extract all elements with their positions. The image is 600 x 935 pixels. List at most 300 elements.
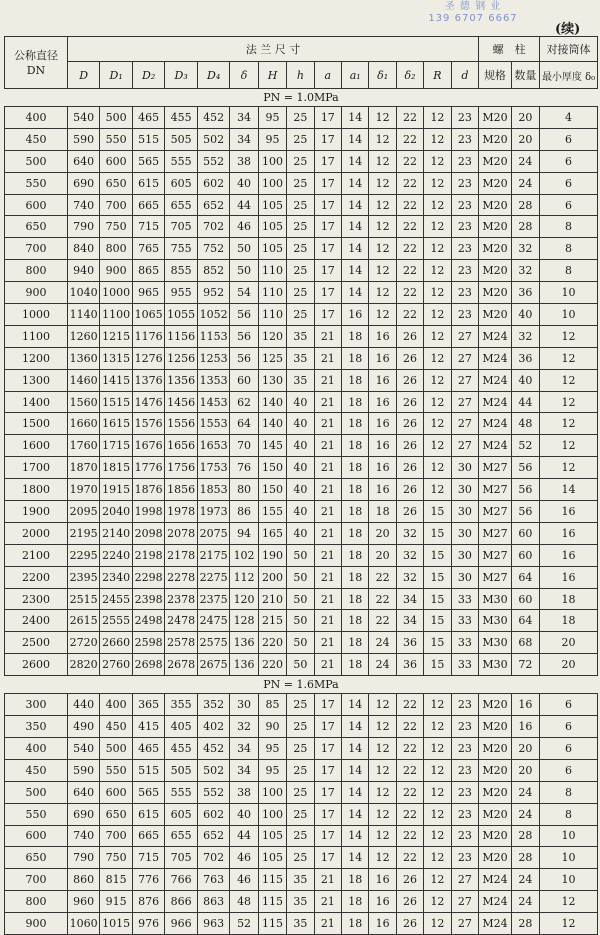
- table-cell: 16: [342, 304, 369, 326]
- section-header: [5, 676, 598, 694]
- table-cell: 1065: [132, 304, 164, 326]
- table-cell: 21: [314, 588, 341, 610]
- table-cell: 2555: [100, 610, 132, 632]
- table-cell: 705: [165, 216, 197, 238]
- table-cell: 28: [511, 825, 539, 847]
- table-cell: M20: [479, 194, 511, 216]
- section-title: PN = 1.6MPa: [5, 676, 598, 694]
- table-cell: 145: [258, 435, 286, 457]
- table-cell: 22: [369, 566, 396, 588]
- table-cell: 155: [258, 501, 286, 523]
- table-cell: 110: [258, 282, 286, 304]
- table-cell: 23: [451, 194, 479, 216]
- table-cell: 12: [424, 128, 451, 150]
- table-cell: 26: [396, 479, 423, 501]
- table-cell: 17: [314, 737, 341, 759]
- header-col-4: D₄: [197, 62, 229, 89]
- table-cell: 440: [67, 694, 99, 716]
- table-cell: 1756: [165, 457, 197, 479]
- table-cell: 25: [287, 694, 314, 716]
- table-cell: 22: [369, 610, 396, 632]
- table-cell: 23: [451, 716, 479, 738]
- table-cell: 12: [369, 694, 396, 716]
- table-row: [5, 716, 598, 738]
- table-cell: 915: [100, 891, 132, 913]
- table-cell: 220: [258, 632, 286, 654]
- table-cell: 27: [451, 325, 479, 347]
- table-cell: 18: [342, 369, 369, 391]
- table-cell: 540: [67, 737, 99, 759]
- table-cell: 1400: [5, 391, 68, 413]
- table-cell: 2075: [197, 522, 229, 544]
- table-cell: 550: [100, 759, 132, 781]
- table-cell: 1600: [5, 435, 68, 457]
- table-cell: 215: [258, 610, 286, 632]
- table-cell: 18: [342, 610, 369, 632]
- table-cell: 32: [511, 260, 539, 282]
- table-cell: 2455: [100, 588, 132, 610]
- header-col-10: δ₁: [369, 62, 396, 89]
- table-cell: 21: [314, 501, 341, 523]
- table-cell: 976: [132, 913, 164, 935]
- table-row: [5, 172, 598, 194]
- table-cell: 1900: [5, 501, 68, 523]
- table-cell: 26: [396, 891, 423, 913]
- table-cell: 115: [258, 891, 286, 913]
- table-row: [5, 632, 598, 654]
- table-cell: 2240: [100, 544, 132, 566]
- table-cell: 2340: [100, 566, 132, 588]
- table-cell: 15: [424, 544, 451, 566]
- table-cell: 2278: [165, 566, 197, 588]
- table-cell: 25: [287, 825, 314, 847]
- table-cell: 700: [100, 194, 132, 216]
- table-cell: 1700: [5, 457, 68, 479]
- table-row: [5, 891, 598, 913]
- table-cell: M20: [479, 694, 511, 716]
- table-cell: 28: [511, 216, 539, 238]
- table-cell: 840: [67, 238, 99, 260]
- header-flange-dimensions: 法 兰 尺 寸: [67, 37, 478, 62]
- table-cell: 590: [67, 759, 99, 781]
- table-cell: 555: [165, 150, 197, 172]
- table-row: [5, 325, 598, 347]
- table-cell: 18: [342, 501, 369, 523]
- table-cell: 715: [132, 847, 164, 869]
- table-cell: 2098: [132, 522, 164, 544]
- table-cell: 2720: [67, 632, 99, 654]
- table-cell: 12: [424, 803, 451, 825]
- table-cell: M20: [479, 803, 511, 825]
- table-cell: 1753: [197, 457, 229, 479]
- table-cell: 6: [540, 150, 598, 172]
- table-cell: 655: [165, 194, 197, 216]
- table-cell: 28: [511, 913, 539, 935]
- table-cell: 12: [540, 325, 598, 347]
- table-cell: 16: [369, 369, 396, 391]
- table-cell: 12: [369, 847, 396, 869]
- table-cell: 1100: [5, 325, 68, 347]
- table-cell: 25: [287, 194, 314, 216]
- table-cell: 2298: [132, 566, 164, 588]
- table-cell: 25: [287, 737, 314, 759]
- table-cell: 8: [540, 781, 598, 803]
- table-cell: 2000: [5, 522, 68, 544]
- header-col-11: δ₂: [396, 62, 423, 89]
- table-cell: 2578: [165, 632, 197, 654]
- table-row: [5, 347, 598, 369]
- table-cell: 552: [197, 150, 229, 172]
- table-cell: 23: [451, 304, 479, 326]
- table-cell: 16: [369, 479, 396, 501]
- table-cell: M20: [479, 150, 511, 172]
- table-cell: 700: [5, 869, 68, 891]
- table-cell: 650: [5, 216, 68, 238]
- table-cell: 16: [369, 891, 396, 913]
- table-cell: 963: [197, 913, 229, 935]
- table-cell: 6: [540, 759, 598, 781]
- table-cell: 34: [230, 737, 258, 759]
- table-cell: 12: [424, 869, 451, 891]
- table-cell: 21: [314, 610, 341, 632]
- table-cell: 12: [369, 759, 396, 781]
- table-cell: 22: [396, 694, 423, 716]
- table-cell: 30: [451, 522, 479, 544]
- table-cell: 35: [287, 869, 314, 891]
- table-cell: 105: [258, 847, 286, 869]
- table-cell: 17: [314, 847, 341, 869]
- table-cell: 12: [540, 435, 598, 457]
- table-cell: 800: [100, 238, 132, 260]
- table-cell: 1970: [67, 479, 99, 501]
- table-cell: 12: [424, 172, 451, 194]
- table-cell: M20: [479, 759, 511, 781]
- table-cell: 1153: [197, 325, 229, 347]
- table-cell: 515: [132, 128, 164, 150]
- table-cell: 300: [5, 694, 68, 716]
- table-cell: 165: [258, 522, 286, 544]
- table-cell: 2400: [5, 610, 68, 632]
- table-cell: 17: [314, 716, 341, 738]
- table-cell: 640: [67, 781, 99, 803]
- table-cell: 12: [369, 128, 396, 150]
- table-cell: 1515: [100, 391, 132, 413]
- table-cell: 36: [396, 632, 423, 654]
- table-cell: 40: [287, 413, 314, 435]
- table-cell: 34: [396, 610, 423, 632]
- table-cell: 6: [540, 128, 598, 150]
- table-cell: 18: [342, 522, 369, 544]
- table-cell: 16: [540, 544, 598, 566]
- table-row: [5, 759, 598, 781]
- table-cell: 652: [197, 825, 229, 847]
- table-cell: 15: [424, 632, 451, 654]
- table-cell: 30: [230, 694, 258, 716]
- table-cell: 17: [314, 107, 341, 129]
- table-cell: 22: [396, 737, 423, 759]
- table-cell: 16: [369, 457, 396, 479]
- table-cell: 640: [67, 150, 99, 172]
- table-cell: 15: [424, 566, 451, 588]
- table-cell: M27: [479, 501, 511, 523]
- table-cell: 24: [511, 150, 539, 172]
- table-cell: 702: [197, 847, 229, 869]
- table-cell: 24: [511, 891, 539, 913]
- table-cell: 12: [424, 238, 451, 260]
- table-cell: 12: [424, 325, 451, 347]
- table-cell: 900: [100, 260, 132, 282]
- table-cell: 120: [230, 588, 258, 610]
- table-cell: 12: [424, 825, 451, 847]
- table-cell: 1870: [67, 457, 99, 479]
- table-cell: 56: [230, 304, 258, 326]
- table-cell: 22: [396, 172, 423, 194]
- table-cell: 50: [230, 260, 258, 282]
- table-cell: 40: [287, 522, 314, 544]
- table-cell: 2378: [165, 588, 197, 610]
- table-cell: 12: [369, 107, 396, 129]
- table-cell: 602: [197, 172, 229, 194]
- table-cell: 776: [132, 869, 164, 891]
- table-cell: 46: [230, 847, 258, 869]
- table-row: [5, 282, 598, 304]
- table-cell: M20: [479, 781, 511, 803]
- table-cell: 21: [314, 369, 341, 391]
- table-cell: 465: [132, 737, 164, 759]
- table-cell: 500: [100, 737, 132, 759]
- header-col-12: R: [424, 62, 451, 89]
- table-cell: 27: [451, 391, 479, 413]
- table-cell: 44: [511, 391, 539, 413]
- table-cell: 17: [314, 282, 341, 304]
- table-cell: 18: [342, 347, 369, 369]
- table-cell: 6: [540, 172, 598, 194]
- table-cell: 1776: [132, 457, 164, 479]
- table-cell: 22: [396, 803, 423, 825]
- table-cell: 940: [67, 260, 99, 282]
- table-row: [5, 522, 598, 544]
- table-cell: 750: [100, 847, 132, 869]
- table-cell: 12: [369, 825, 396, 847]
- table-cell: 1055: [165, 304, 197, 326]
- table-cell: 21: [314, 869, 341, 891]
- table-cell: 44: [230, 194, 258, 216]
- table-cell: 2078: [165, 522, 197, 544]
- table-cell: M30: [479, 654, 511, 676]
- table-cell: 14: [342, 216, 369, 238]
- table-cell: 100: [258, 781, 286, 803]
- table-cell: 452: [197, 737, 229, 759]
- table-cell: 40: [287, 479, 314, 501]
- table-cell: 21: [314, 632, 341, 654]
- table-cell: 1560: [67, 391, 99, 413]
- table-cell: M20: [479, 282, 511, 304]
- watermark-phone: 139 6707 6667: [428, 13, 518, 24]
- table-cell: 30: [451, 479, 479, 501]
- table-cell: 2195: [67, 522, 99, 544]
- table-cell: 12: [369, 194, 396, 216]
- table-cell: 2300: [5, 588, 68, 610]
- table-cell: 1052: [197, 304, 229, 326]
- table-cell: 900: [5, 282, 68, 304]
- table-cell: 27: [451, 891, 479, 913]
- table-cell: 1060: [67, 913, 99, 935]
- table-cell: 16: [369, 869, 396, 891]
- table-row: [5, 435, 598, 457]
- table-cell: 112: [230, 566, 258, 588]
- table-cell: 1276: [132, 347, 164, 369]
- table-cell: 465: [132, 107, 164, 129]
- table-cell: 52: [511, 435, 539, 457]
- table-cell: 34: [230, 128, 258, 150]
- table-cell: 12: [540, 457, 598, 479]
- table-cell: 22: [396, 825, 423, 847]
- table-cell: 12: [369, 781, 396, 803]
- table-cell: 14: [342, 803, 369, 825]
- table-cell: M20: [479, 737, 511, 759]
- table-cell: 1815: [100, 457, 132, 479]
- table-cell: 402: [197, 716, 229, 738]
- table-cell: 1253: [197, 347, 229, 369]
- table-cell: 8: [540, 216, 598, 238]
- table-cell: 18: [540, 610, 598, 632]
- table-cell: 590: [67, 128, 99, 150]
- table-cell: M24: [479, 891, 511, 913]
- table-cell: 26: [396, 369, 423, 391]
- table-cell: 1100: [100, 304, 132, 326]
- table-cell: 16: [369, 913, 396, 935]
- table-cell: 40: [511, 369, 539, 391]
- table-cell: 150: [258, 479, 286, 501]
- table-cell: 35: [287, 369, 314, 391]
- table-cell: 25: [287, 260, 314, 282]
- table-cell: 18: [369, 501, 396, 523]
- table-cell: 615: [132, 803, 164, 825]
- table-body: [5, 89, 598, 935]
- table-cell: M27: [479, 479, 511, 501]
- table-cell: 40: [511, 304, 539, 326]
- table-cell: 86: [230, 501, 258, 523]
- table-cell: 30: [451, 457, 479, 479]
- table-cell: 505: [165, 128, 197, 150]
- table-cell: M30: [479, 588, 511, 610]
- table-cell: 12: [540, 913, 598, 935]
- table-cell: 755: [165, 238, 197, 260]
- table-cell: 30: [451, 501, 479, 523]
- table-cell: 10: [540, 847, 598, 869]
- watermark-company: 圣 德 钢 业: [444, 1, 502, 12]
- table-cell: 25: [287, 282, 314, 304]
- table-cell: 6: [540, 716, 598, 738]
- table-row: [5, 654, 598, 676]
- table-cell: 105: [258, 194, 286, 216]
- table-cell: 17: [314, 238, 341, 260]
- table-cell: 18: [342, 325, 369, 347]
- table-cell: 12: [369, 260, 396, 282]
- table-cell: 1853: [197, 479, 229, 501]
- table-row: [5, 847, 598, 869]
- table-cell: 866: [165, 891, 197, 913]
- table-cell: 21: [314, 347, 341, 369]
- table-row: [5, 369, 598, 391]
- table-cell: 17: [314, 759, 341, 781]
- table-cell: 21: [314, 325, 341, 347]
- table-cell: 34: [230, 107, 258, 129]
- table-cell: 21: [314, 891, 341, 913]
- table-cell: 18: [342, 891, 369, 913]
- table-cell: 25: [287, 304, 314, 326]
- table-cell: 56: [511, 501, 539, 523]
- table-row: [5, 304, 598, 326]
- table-cell: 32: [511, 325, 539, 347]
- table-cell: 46: [230, 216, 258, 238]
- table-cell: 2140: [100, 522, 132, 544]
- table-cell: 14: [342, 716, 369, 738]
- table-cell: M20: [479, 172, 511, 194]
- table-cell: 12: [369, 737, 396, 759]
- table-cell: 1556: [165, 413, 197, 435]
- table-cell: 1978: [165, 501, 197, 523]
- table-cell: 1356: [165, 369, 197, 391]
- table-cell: 60: [230, 369, 258, 391]
- table-cell: 12: [369, 216, 396, 238]
- table-cell: 20: [540, 632, 598, 654]
- table-cell: 565: [132, 150, 164, 172]
- table-cell: 23: [451, 847, 479, 869]
- table-cell: 17: [314, 803, 341, 825]
- table-cell: 1856: [165, 479, 197, 501]
- table-cell: M27: [479, 522, 511, 544]
- table-cell: 23: [451, 260, 479, 282]
- table-cell: 2475: [197, 610, 229, 632]
- table-cell: 94: [230, 522, 258, 544]
- table-cell: M20: [479, 107, 511, 129]
- table-cell: 1576: [132, 413, 164, 435]
- table-cell: 23: [451, 172, 479, 194]
- header-col-3: D₃: [165, 62, 197, 89]
- table-cell: 25: [287, 216, 314, 238]
- header-shell: 对接筒体: [540, 37, 598, 62]
- header-col-6: H: [258, 62, 286, 89]
- table-cell: 650: [5, 847, 68, 869]
- table-cell: 12: [424, 391, 451, 413]
- table-cell: 25: [287, 238, 314, 260]
- table-cell: 26: [396, 457, 423, 479]
- table-cell: 14: [342, 107, 369, 129]
- table-cell: 1000: [100, 282, 132, 304]
- table-cell: 655: [165, 825, 197, 847]
- table-cell: 56: [511, 457, 539, 479]
- table-row: [5, 128, 598, 150]
- table-cell: 765: [132, 238, 164, 260]
- table-cell: 705: [165, 847, 197, 869]
- table-cell: 21: [314, 413, 341, 435]
- table-cell: 60: [511, 588, 539, 610]
- table-cell: 650: [100, 803, 132, 825]
- table-cell: 38: [230, 150, 258, 172]
- table-cell: 1315: [100, 347, 132, 369]
- table-cell: 15: [424, 522, 451, 544]
- table-cell: 12: [424, 847, 451, 869]
- table-row: [5, 825, 598, 847]
- table-cell: 64: [230, 413, 258, 435]
- table-cell: 815: [100, 869, 132, 891]
- table-cell: 32: [230, 716, 258, 738]
- table-cell: 12: [424, 435, 451, 457]
- header-col-1: D₁: [100, 62, 132, 89]
- table-cell: 12: [540, 891, 598, 913]
- table-row: [5, 913, 598, 935]
